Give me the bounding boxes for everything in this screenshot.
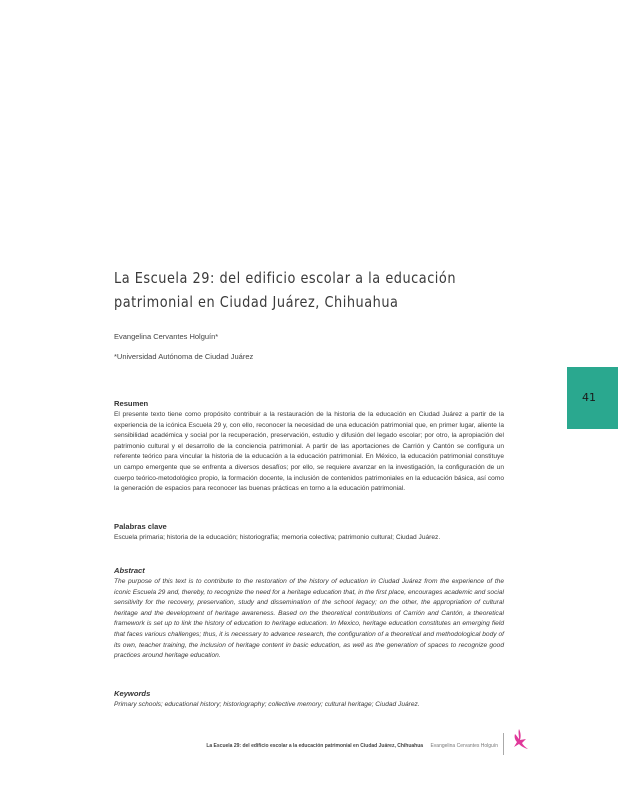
page-number: 41 [582,391,596,404]
page-number-tab [567,367,618,429]
running-footer [206,743,498,749]
title-line-2: patrimonial en Ciudad Juárez, Chihuahua [114,293,399,311]
palabras-clave-heading: Palabras clave [114,522,167,531]
abstract-section [114,566,504,662]
abstract-text: The purpose of this text is to contribute to the restoration of the history of education in Ciudad Juárez from the experience of the iconic Escuela 29 and, thereby, to recognize the need for a heritage education that, in the first place, encourages academic and social sensitivity for the recovery, preservation, study and dissemination of the school legacy; on the other, the appropriation of cultural heritage and the development of heritage awareness. Based on the theoretical contributions of Carrión and Cantón, a theoretical framework is set up to link the history of education to heritage education. In Mexico, heritage education constitutes an emerging field that faces various challenges; thus, it is necessary to advance research, the configuration of a theoretical and methodological body of its own, teacher training, the inclusion of heritage content in basic education, as well as the generation of spaces to recognize good practices around heritage education. [114,578,504,660]
author-affiliation: *Universidad Autónoma de Ciudad Juárez [114,352,254,361]
keywords-text: Primary schools; educational history; historiography; collective memory; cultural heritage; Ciudad Juárez. [114,701,420,708]
keywords-section [114,689,504,711]
bird-logo-icon [510,727,530,751]
resumen-section [114,399,504,495]
palabras-clave-text: Escuela primaria; historia de la educación; historiografía; memoria colectiva; patrimonio cultural; Ciudad Juárez. [114,534,441,541]
footer-author: Evangelina Cervantes Holguín [430,743,498,749]
footer-title: La Escuela 29: del edificio escolar a la educación patrimonial en Ciudad Juárez, Chihuahua [206,743,424,749]
resumen-heading: Resumen [114,399,149,408]
article-title [114,266,475,314]
abstract-heading: Abstract [114,566,145,575]
title-line-1: La Escuela 29: del edificio escolar a la educación [114,269,457,287]
footer-divider [503,733,504,755]
resumen-text: El presente texto tiene como propósito contribuir a la restauración de la historia de la educación en Ciudad Juárez a partir de la experiencia de la icónica Escuela 29 y, con ello, reconocer la necesidad de una educación patrimonial que, en primer lugar, aliente la sensibilidad académica y social por la recuperación, preservación, estudio y difusión del legado escolar; por otro, la apropiación del patrimonio cultural y el desarrollo de la conciencia patrimonial. A partir de las aportaciones de Carrión y Cantón se configura un referente teórico para vincular la historia de la educación a la educación patrimonial. En México, la educación patrimonial constituye un campo emergente que se enfrenta a diversos desafíos; por ello, se requiere avanzar en la investigación, la configuración de un cuerpo teórico-metodológico propio, la formación docente, la inclusión de contenidos patrimoniales en la educación básica, así como la generación de espacios para reconocer las buenas prácticas en torno a la educación patrimonial. [114,411,504,493]
keywords-heading: Keywords [114,689,151,698]
palabras-clave-section [114,522,504,544]
author-name: Evangelina Cervantes Holguín* [114,332,219,341]
